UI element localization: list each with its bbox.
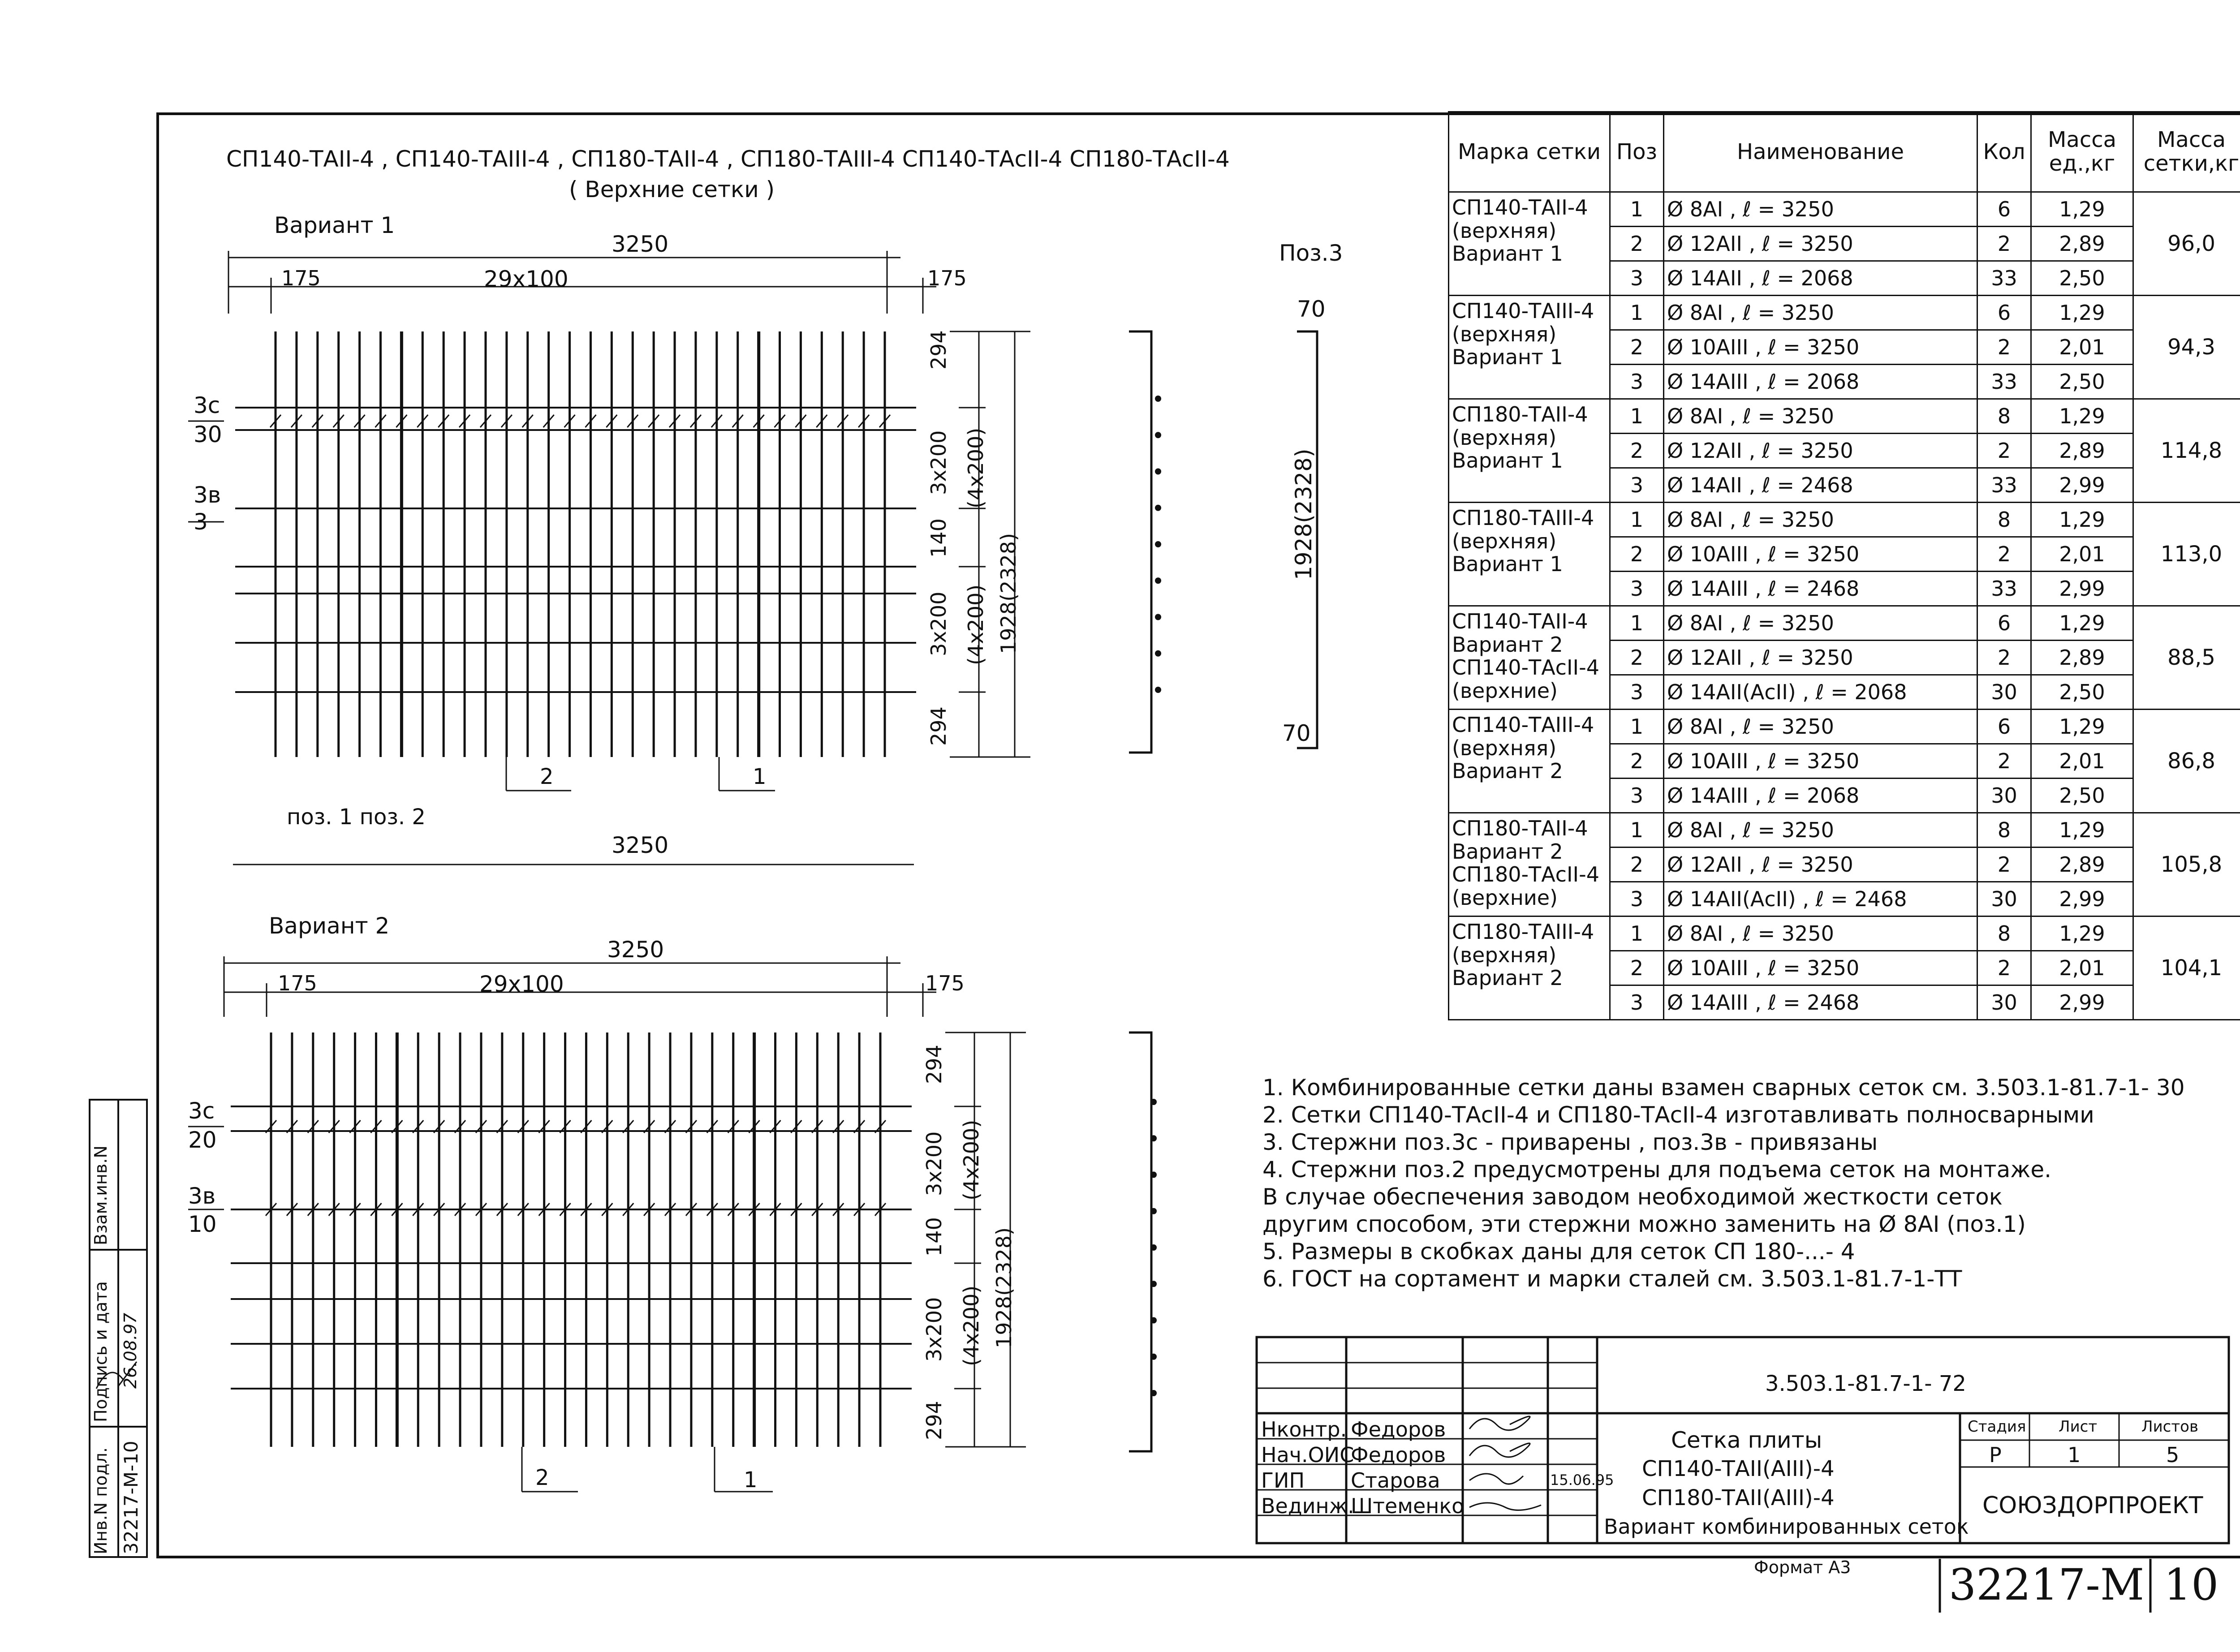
variant1-dim-span2-alt: (4x200)	[964, 584, 988, 665]
mesh-total-mass-cell: 94,3	[2133, 296, 2240, 399]
pos-cell: 2	[1610, 641, 1664, 675]
variant1-dim-spacing: 29x100	[484, 266, 569, 292]
mesh-total-mass-cell: 105,8	[2133, 813, 2240, 916]
header-marks: СП140-ТАII-4 , СП140-ТАIII-4 , СП180-ТАII-4 , СП180-ТАIII-4 СП140-ТАсII-4 СП180-ТАсII-4	[226, 146, 1230, 172]
variant1-pos3v-count: 3	[194, 509, 208, 535]
pos-cell: 3	[1610, 985, 1664, 1020]
pos3-bottom: 70	[1282, 720, 1311, 746]
notes	[1262, 1074, 2185, 1293]
pos3-top: 70	[1297, 296, 1326, 322]
name-cell: Ø 12AII , ℓ = 3250	[1664, 434, 1977, 468]
pos-cell: 2	[1610, 848, 1664, 882]
mesh-mark-cell: СП180-ТАIII-4 (верхняя) Вариант 2	[1449, 916, 1610, 1020]
pos-leaders	[188, 421, 224, 1209]
name-cell: Ø 14AII(AсII) , ℓ = 2468	[1664, 882, 1977, 916]
variant2-pos3c-count: 20	[188, 1127, 217, 1153]
name-cell: Ø 12AII , ℓ = 3250	[1664, 641, 1977, 675]
variant2-dim-total: 3250	[607, 937, 664, 963]
column-header: Марка сетки	[1449, 112, 1610, 192]
note-line: 1. Комбинированные сетки даны взамен сварных сеток см. 3.503.1-81.7-1- 30	[1262, 1075, 2185, 1101]
variant2-pos3c: 3с	[188, 1098, 215, 1124]
unit-mass-cell: 2,01	[2031, 537, 2133, 572]
variant2-dim-left: 175	[278, 971, 317, 995]
name-cell: Ø 14AII(AсII) , ℓ = 2068	[1664, 675, 1977, 710]
column-header: Наименование	[1664, 112, 1977, 192]
unit-mass-cell: 2,89	[2031, 641, 2133, 675]
unit-mass-cell: 1,29	[2031, 813, 2133, 848]
stage-header: Стадия	[1968, 1418, 2026, 1436]
mesh-total-mass-cell: 104,1	[2133, 916, 2240, 1020]
unit-mass-cell: 1,29	[2031, 606, 2133, 641]
variant2-mesh	[231, 1032, 912, 1447]
qty-cell: 6	[1977, 192, 2031, 227]
name-cell: Ø 8AI , ℓ = 3250	[1664, 916, 1977, 951]
unit-mass-cell: 2,99	[2031, 468, 2133, 503]
note-line: другим способом, эти стержни можно заменить на Ø 8AI (поз.1)	[1262, 1211, 2026, 1237]
variant2-dim-right: 175	[925, 971, 965, 995]
unit-mass-cell: 2,50	[2031, 365, 2133, 399]
variant2-dimensions	[224, 956, 1026, 1492]
qty-cell: 33	[1977, 261, 2031, 296]
variant1-dim-top: 294	[926, 330, 951, 370]
variant1-dimensions	[228, 251, 1030, 865]
note-line: В случае обеспечения заводом необходимой жесткости сеток	[1262, 1184, 2003, 1210]
mesh-total-mass-cell: 86,8	[2133, 710, 2240, 813]
qty-cell: 8	[1977, 813, 2031, 848]
table-row	[1449, 813, 2240, 848]
pos3-title: Поз.3	[1279, 240, 1343, 266]
stamp-inv-value: 32217-М-10	[120, 1441, 142, 1554]
variant1-pos3c-count: 30	[194, 422, 222, 447]
pos-cell: 2	[1610, 330, 1664, 365]
unit-mass-cell: 2,99	[2031, 572, 2133, 606]
qty-cell: 6	[1977, 606, 2031, 641]
qty-cell: 6	[1977, 296, 2031, 330]
variant1-dim-span1: 3x200	[926, 430, 951, 495]
pos-cell: 2	[1610, 227, 1664, 261]
unit-mass-cell: 2,50	[2031, 779, 2133, 813]
stamp-inv-label: Инв.N подл.	[91, 1447, 111, 1554]
mesh-total-mass-cell: 88,5	[2133, 606, 2240, 710]
mesh-total-mass-cell: 113,0	[2133, 503, 2240, 606]
pos-cell: 3	[1610, 468, 1664, 503]
bar-section-dot	[1150, 1172, 1157, 1178]
unit-mass-cell: 2,89	[2031, 227, 2133, 261]
name-cell: Ø 8AI , ℓ = 3250	[1664, 710, 1977, 744]
unit-mass-cell: 2,01	[2031, 330, 2133, 365]
stamp-sign-label: Подпись и дата	[91, 1281, 111, 1422]
variant1-mesh	[235, 331, 916, 757]
variant2-pos1: 1	[744, 1467, 758, 1493]
unit-mass-cell: 1,29	[2031, 192, 2133, 227]
variant1-dim-mid: 140	[926, 518, 951, 558]
mesh-total-mass-cell: 114,8	[2133, 399, 2240, 503]
bar-section-dot	[1155, 396, 1161, 402]
role-label: Нач.ОИС	[1261, 1443, 1354, 1467]
variant2-dim-height: 1928(2328)	[992, 1227, 1016, 1348]
bar-section-dot	[1155, 687, 1161, 693]
pos-cell: 1	[1610, 399, 1664, 434]
qty-cell: 8	[1977, 399, 2031, 434]
sheets-header: Листов	[2141, 1418, 2199, 1436]
person-name: Федоров	[1351, 1417, 1446, 1441]
variant1-dim-height: 1928(2328)	[996, 533, 1021, 654]
name-cell: Ø 10AIII , ℓ = 3250	[1664, 744, 1977, 779]
variant2-dim-top: 294	[922, 1045, 946, 1084]
note-line: 6. ГОСТ на сортамент и марки сталей см. 3.503.1-81.7-1-ТТ	[1262, 1266, 1962, 1292]
pos-cell: 3	[1610, 572, 1664, 606]
variant2-dim-span2: 3x200	[922, 1297, 946, 1362]
table-row	[1449, 606, 2240, 641]
pos-cell: 2	[1610, 744, 1664, 779]
name-cell: Ø 8AI , ℓ = 3250	[1664, 399, 1977, 434]
name-cell: Ø 10AIII , ℓ = 3250	[1664, 330, 1977, 365]
name-cell: Ø 14AIII , ℓ = 2068	[1664, 779, 1977, 813]
bar-section-dot	[1150, 1281, 1157, 1287]
stage-value: Р	[1989, 1443, 2002, 1467]
name-cell: Ø 14AIII , ℓ = 2468	[1664, 572, 1977, 606]
bar-section-dot	[1150, 1244, 1157, 1251]
name-cell: Ø 14AIII , ℓ = 2068	[1664, 365, 1977, 399]
bar-section-dot	[1150, 1390, 1157, 1396]
variant2-dim-span2-alt: (4x200)	[959, 1285, 983, 1366]
unit-mass-cell: 2,89	[2031, 434, 2133, 468]
qty-cell: 2	[1977, 537, 2031, 572]
pos-cell: 2	[1610, 951, 1664, 985]
role-label: ГИП	[1261, 1468, 1305, 1493]
role-label: Вединж.	[1261, 1494, 1354, 1518]
bar-section-dot	[1155, 469, 1161, 475]
name-cell: Ø 8AI , ℓ = 3250	[1664, 813, 1977, 848]
qty-cell: 30	[1977, 882, 2031, 916]
specification-table	[1448, 111, 2240, 1020]
mesh-mark-cell: СП140-ТАII-4 (верхняя) Вариант 1	[1449, 192, 1610, 296]
variant1-dim-bottom: 294	[926, 706, 951, 746]
mesh-total-mass-cell: 96,0	[2133, 192, 2240, 296]
column-header: Поз	[1610, 112, 1664, 192]
qty-cell: 2	[1977, 330, 2031, 365]
sheets-value: 5	[2166, 1443, 2180, 1467]
sheet-header: Лист	[2059, 1418, 2098, 1436]
pos-cell: 3	[1610, 882, 1664, 916]
role-label: Нконтр.	[1261, 1417, 1347, 1441]
qty-cell: 8	[1977, 916, 2031, 951]
qty-cell: 8	[1977, 503, 2031, 537]
bar-section-dot	[1155, 541, 1161, 547]
unit-mass-cell: 2,50	[2031, 261, 2133, 296]
stamp-sign-value: 26.08.97	[121, 1312, 140, 1389]
organization: СОЮЗДОРПРОЕКТ	[1982, 1492, 2203, 1519]
table-row	[1449, 503, 2240, 537]
qty-cell: 2	[1977, 641, 2031, 675]
variant2-dim-mid: 140	[922, 1217, 946, 1256]
qty-cell: 6	[1977, 710, 2031, 744]
qty-cell: 33	[1977, 572, 2031, 606]
note-line: 3. Стержни поз.3с - приварены , поз.3в - привязаны	[1262, 1129, 1878, 1155]
qty-cell: 30	[1977, 675, 2031, 710]
name-cell: Ø 12AII , ℓ = 3250	[1664, 227, 1977, 261]
unit-mass-cell: 2,50	[2031, 675, 2133, 710]
table-row	[1449, 296, 2240, 330]
variant1-dim-span1-alt: (4x200)	[964, 427, 988, 508]
qty-cell: 30	[1977, 779, 2031, 813]
stamp-vzam-label: Взам.инв.N	[91, 1145, 111, 1245]
name-cell: Ø 8AI , ℓ = 3250	[1664, 503, 1977, 537]
unit-mass-cell: 1,29	[2031, 916, 2133, 951]
qty-cell: 2	[1977, 434, 2031, 468]
qty-cell: 2	[1977, 227, 2031, 261]
table-row	[1449, 399, 2240, 434]
qty-cell: 2	[1977, 848, 2031, 882]
variant2-pos3v: 3в	[188, 1183, 216, 1209]
variant1-pos3v: 3в	[194, 482, 221, 508]
pos-cell: 1	[1610, 192, 1664, 227]
bar-section-dot	[1150, 1099, 1157, 1105]
header-subtitle: ( Верхние сетки )	[569, 176, 775, 202]
pos-cell: 2	[1610, 537, 1664, 572]
doc-code: 3.503.1-81.7-1- 72	[1765, 1371, 1966, 1396]
title-line: СП140-ТАII(AIII)-4	[1642, 1456, 1835, 1481]
sheet-value: 1	[2068, 1443, 2081, 1467]
corner-number: 10	[2164, 1560, 2219, 1610]
column-header: Масса ед.,кг	[2031, 112, 2133, 192]
qty-cell: 33	[1977, 468, 2031, 503]
pos-cell: 3	[1610, 675, 1664, 710]
pos-cell: 1	[1610, 296, 1664, 330]
name-cell: Ø 10AIII , ℓ = 3250	[1664, 951, 1977, 985]
mesh-mark-cell: СП140-ТАIII-4 (верхняя) Вариант 2	[1449, 710, 1610, 813]
pos3-length: 1928(2328)	[1291, 448, 1317, 580]
variant2-pos3v-count: 10	[188, 1211, 217, 1237]
pos-cell: 2	[1610, 434, 1664, 468]
mesh-mark-cell: СП140-ТАII-4 Вариант 2 СП140-ТАсII-4 (верхние)	[1449, 606, 1610, 710]
unit-mass-cell: 2,01	[2031, 951, 2133, 985]
unit-mass-cell: 2,01	[2031, 744, 2133, 779]
pos-cell: 1	[1610, 503, 1664, 537]
title-line: Вариант комбинированных сеток	[1604, 1514, 1969, 1539]
variant2-pos2: 2	[535, 1465, 549, 1490]
variant1-label: Вариант 1	[274, 212, 395, 238]
sign-date: 15.06.95	[1550, 1471, 1614, 1489]
pos-cell: 3	[1610, 365, 1664, 399]
pos-cell: 1	[1610, 710, 1664, 744]
variant2-dim-bottom: 294	[922, 1401, 946, 1440]
mesh-mark-cell: СП140-ТАIII-4 (верхняя) Вариант 1	[1449, 296, 1610, 399]
variant2-dim-spacing: 29x100	[479, 971, 564, 997]
table-header-row	[1449, 112, 2240, 192]
unit-mass-cell: 1,29	[2031, 399, 2133, 434]
pos-cell: 3	[1610, 261, 1664, 296]
bar-section-dot	[1150, 1208, 1157, 1214]
name-cell: Ø 8AI , ℓ = 3250	[1664, 192, 1977, 227]
person-name: Федоров	[1351, 1443, 1446, 1467]
bar-section-dot	[1155, 650, 1161, 657]
unit-mass-cell: 1,29	[2031, 710, 2133, 744]
pos-cell: 3	[1610, 779, 1664, 813]
variant1-pos3c: 3с	[194, 392, 220, 418]
person-name: Штеменко	[1351, 1494, 1465, 1518]
name-cell: Ø 10AIII , ℓ = 3250	[1664, 537, 1977, 572]
qty-cell: 30	[1977, 985, 2031, 1020]
table-row	[1449, 710, 2240, 744]
variant1-dim-right: 175	[927, 266, 967, 290]
pos-cell: 1	[1610, 606, 1664, 641]
name-cell: Ø 8AI , ℓ = 3250	[1664, 606, 1977, 641]
bar-section-dot	[1155, 577, 1161, 584]
pos-cell: 1	[1610, 813, 1664, 848]
variant1-dim-total: 3250	[612, 231, 669, 257]
note-line: 2. Сетки СП140-ТАсII-4 и СП180-ТАсII-4 изготавливать полносварными	[1262, 1102, 2094, 1128]
variant2-dim-span1-alt: (4x200)	[959, 1119, 983, 1200]
pos-cell: 1	[1610, 916, 1664, 951]
variant2-label: Вариант 2	[269, 913, 390, 939]
note-line: 5. Размеры в скобках даны для сеток СП 180-...- 4	[1262, 1239, 1855, 1265]
corner-code: 32217-М	[1949, 1560, 2145, 1610]
name-cell: Ø 14AII , ℓ = 2468	[1664, 468, 1977, 503]
note-line: 4. Стержни поз.2 предусмотрены для подъема сеток на монтаже.	[1262, 1157, 2052, 1183]
bar-section-dot	[1155, 505, 1161, 511]
table-row	[1449, 916, 2240, 951]
bar-section-dot	[1150, 1317, 1157, 1324]
mesh-mark-cell: СП180-ТАIII-4 (верхняя) Вариант 1	[1449, 503, 1610, 606]
bar-section-dot	[1155, 432, 1161, 438]
mesh-mark-cell: СП180-ТАII-4 (верхняя) Вариант 1	[1449, 399, 1610, 503]
unit-mass-cell: 1,29	[2031, 296, 2133, 330]
bar-section-dot	[1150, 1135, 1157, 1141]
person-name: Старова	[1351, 1468, 1440, 1493]
column-header: Масса сетки,кг	[2133, 112, 2240, 192]
qty-cell: 2	[1977, 744, 2031, 779]
table-row	[1449, 192, 2240, 227]
format-label: Формат А3	[1754, 1557, 1851, 1577]
unit-mass-cell: 1,29	[2031, 503, 2133, 537]
name-cell: Ø 14AII , ℓ = 2068	[1664, 261, 1977, 296]
title-line: СП180-ТАII(AIII)-4	[1642, 1485, 1835, 1510]
qty-cell: 33	[1977, 365, 2031, 399]
column-header: Кол	[1977, 112, 2031, 192]
title-line: Сетка плиты	[1671, 1427, 1822, 1453]
name-cell: Ø 8AI , ℓ = 3250	[1664, 296, 1977, 330]
unit-mass-cell: 2,99	[2031, 985, 2133, 1020]
unit-mass-cell: 2,99	[2031, 882, 2133, 916]
variant1-pos2: 2	[540, 764, 554, 789]
mesh-mark-cell: СП180-ТАII-4 Вариант 2 СП180-ТАсII-4 (верхние)	[1449, 813, 1610, 916]
qty-cell: 2	[1977, 951, 2031, 985]
bar-section-dot	[1155, 614, 1161, 620]
name-cell: Ø 12AII , ℓ = 3250	[1664, 848, 1977, 882]
unit-mass-cell: 2,89	[2031, 848, 2133, 882]
variant1-dim-left: 175	[281, 266, 321, 290]
variant1-pos1: 1	[753, 764, 767, 789]
variant2-dim-span1: 3x200	[922, 1131, 946, 1196]
variant1-dim-span2: 3x200	[926, 591, 951, 656]
legend-dim: 3250	[612, 832, 669, 858]
name-cell: Ø 14AIII , ℓ = 2468	[1664, 985, 1977, 1020]
bar-section-dot	[1150, 1354, 1157, 1360]
pos-legend: поз. 1 поз. 2	[287, 804, 426, 830]
